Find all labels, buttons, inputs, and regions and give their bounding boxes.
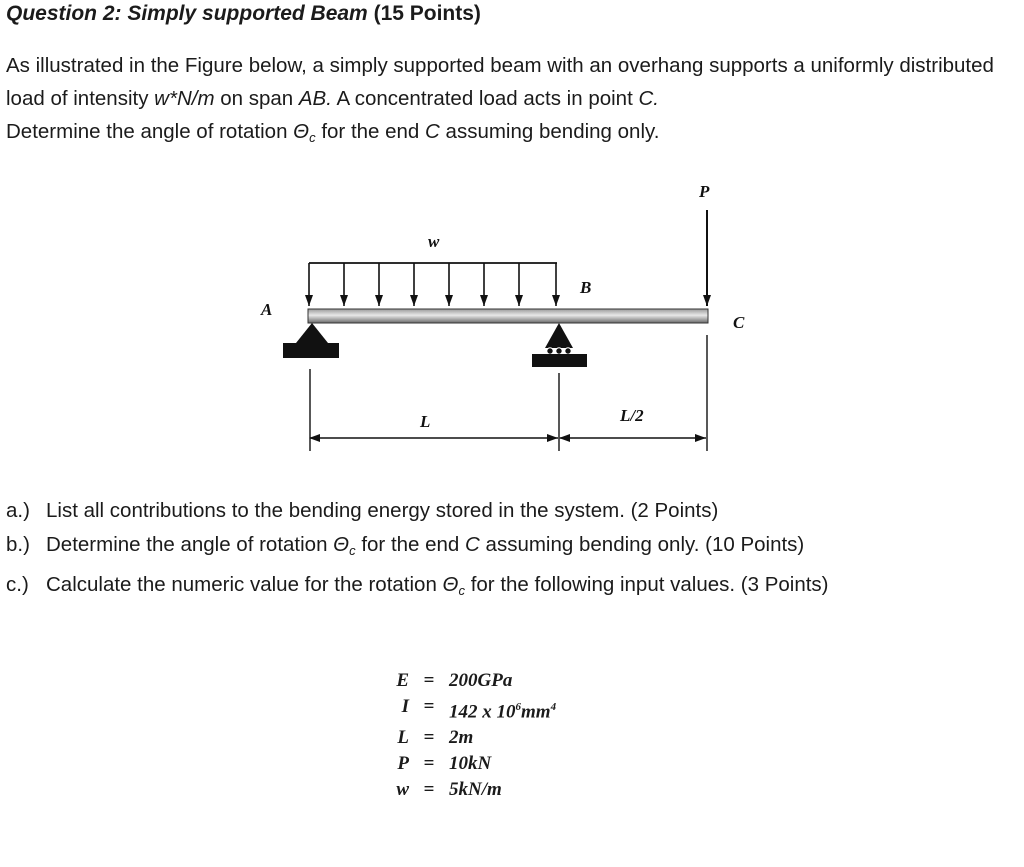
intro-span: AB. (298, 87, 332, 110)
part-theta-sub: c (349, 543, 356, 558)
roller-support-b (532, 323, 587, 367)
param-value: 200GPa (449, 670, 513, 691)
part-text-after: assuming bending only. (10 Points) (479, 533, 805, 556)
part-end: C (465, 533, 480, 556)
dimension-lines (310, 335, 707, 451)
beam (308, 309, 708, 323)
label-w: w (428, 232, 440, 251)
param-row-e (385, 668, 556, 694)
intro-text-3: A concentrated load acts in point (331, 87, 639, 110)
part-theta: Θ (442, 573, 459, 596)
param-symbol: w (396, 779, 409, 801)
param-row-l (385, 725, 556, 751)
param-unit: mm (521, 701, 551, 723)
param-equals: = (423, 727, 435, 749)
part-text-mid: for the end (355, 533, 466, 556)
part-c (6, 568, 829, 608)
label-p: P (699, 182, 710, 201)
intro-point: C. (638, 87, 659, 110)
intro-text-4: Determine the angle of rotation (6, 120, 294, 143)
intro-text-6: assuming bending only. (439, 120, 660, 143)
part-label: c.) (6, 573, 29, 596)
title-main: Question 2: Simply supported Beam (6, 2, 368, 25)
param-equals: = (423, 670, 435, 691)
param-symbol: I (401, 696, 409, 717)
param-value: 5kN/m (449, 779, 502, 801)
intro-end: C (425, 120, 440, 143)
param-row-p (385, 751, 556, 777)
part-theta: Θ (333, 533, 350, 556)
intro-text-5: for the end (315, 120, 426, 143)
intro-theta-sub: c (309, 130, 316, 145)
question-parts (6, 494, 829, 608)
intro-theta: Θ (293, 120, 310, 143)
param-unit-exponent: 4 (550, 701, 557, 713)
intro-text-1: As illustrated in the Figure below, a simply supported beam with an overhang supports a uniformly distributed load of intensity (6, 54, 994, 110)
intro-load-variable: w*N/m (154, 87, 215, 110)
part-text: List all contributions to the bending energy stored in the system. (2 Points) (46, 499, 719, 522)
distributed-load (309, 263, 557, 306)
label-c: C (733, 313, 745, 332)
part-text: Determine the angle of rotation (46, 533, 334, 556)
input-values (385, 668, 556, 803)
question-title (6, 2, 481, 26)
param-value: 2m (449, 727, 474, 749)
beam-diagram (240, 175, 780, 465)
part-label: b.) (6, 533, 30, 556)
beam-figure (240, 175, 780, 465)
param-row-w (385, 777, 556, 803)
param-equals: = (423, 779, 435, 801)
label-a: A (261, 300, 273, 319)
problem-statement (6, 49, 1016, 154)
part-label: a.) (6, 499, 30, 522)
pin-support-a (283, 323, 339, 358)
part-b (6, 528, 829, 568)
param-symbol: E (396, 670, 409, 691)
param-value: 10kN (449, 753, 492, 775)
label-b: B (580, 278, 592, 297)
part-text: Calculate the numeric value for the rotation (46, 573, 443, 596)
param-equals: = (423, 696, 435, 717)
param-equals: = (423, 753, 435, 775)
param-symbol: P (397, 753, 409, 775)
param-symbol: L (397, 727, 409, 749)
dimension-l: L (420, 412, 431, 431)
param-exponent: 6 (515, 701, 521, 713)
intro-text-2: on span (214, 87, 299, 110)
part-theta-sub: c (458, 583, 465, 598)
param-value: 142 x 10 (449, 701, 516, 723)
part-text-mid: for the following input values. (3 Points) (465, 573, 829, 596)
param-row-i (385, 694, 556, 725)
dimension-l-half: L/2 (620, 406, 644, 425)
title-points: (15 Points) (373, 2, 481, 25)
part-a (6, 494, 829, 528)
